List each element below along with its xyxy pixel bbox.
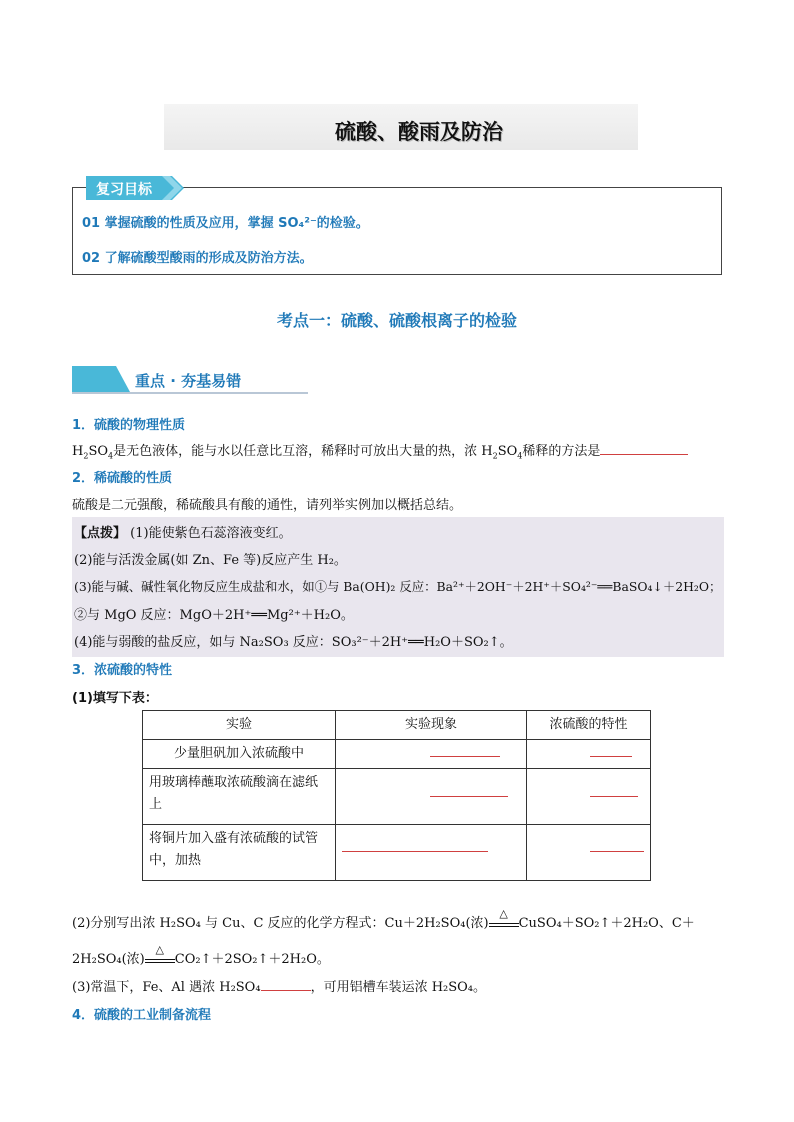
table-cell: 少量胆矾加入浓硫酸中 bbox=[143, 740, 336, 769]
goals-tab-label: 复习目标 bbox=[96, 182, 152, 198]
equation-line-1: (2)分别写出浓 H₂SO₄ 与 Cu、C 反应的化学方程式：Cu＋2H₂SO₄(浓) △ CuSO₄＋SO₂↑＋2H₂O、C＋ bbox=[72, 907, 695, 931]
physical-properties-text: $H_2SO_4$是无色液体，能与水以任意比互溶，稀释时可放出大量的热，浓 $H_2SO_4$稀释的方法是 bbox=[72, 440, 688, 459]
dilute-acid-text: 硫酸是二元强酸，稀硫酸具有酸的通性，请列举实例加以概括总结。 bbox=[72, 498, 463, 513]
answer-underline bbox=[590, 851, 644, 852]
answer-cell[interactable] bbox=[527, 825, 651, 881]
table-row bbox=[143, 740, 651, 769]
tip-line-3: (3)能与碱、碱性氧化物反应生成盐和水，如①与 Ba(OH)₂ 反应：Ba²⁺＋2OH⁻＋2H⁺＋SO₄²⁻══BaSO₄↓＋2H₂O； bbox=[74, 579, 722, 594]
answer-cell[interactable] bbox=[527, 740, 651, 769]
answer-underline bbox=[590, 796, 638, 797]
table-row bbox=[143, 769, 651, 825]
answer-underline bbox=[342, 851, 488, 852]
answer-underline bbox=[430, 796, 508, 797]
tip-line-2: (2)能与活泼金属(如 Zn、Fe 等)反应产生 H₂。 bbox=[74, 553, 347, 568]
table-cell: 用玻璃棒蘸取浓硫酸滴在滤纸上 bbox=[143, 769, 336, 825]
table-header: 实验现象 bbox=[336, 711, 527, 740]
tip-line-5: (4)能与弱酸的盐反应，如与 Na₂SO₃ 反应：SO₃²⁻＋2H⁺══H₂O＋SO₂↑。 bbox=[74, 635, 513, 650]
goal-item-2: 02 了解硫酸型酸雨的形成及防治方法。 bbox=[82, 251, 313, 266]
answer-underline bbox=[590, 756, 632, 757]
answer-cell[interactable] bbox=[336, 825, 527, 881]
heat-equals-sign: △ bbox=[489, 921, 519, 927]
table-header-row bbox=[143, 711, 651, 740]
section-title: 考点一：硫酸、硫酸根离子的检验 bbox=[276, 311, 517, 330]
experiment-table bbox=[142, 710, 651, 881]
fill-table-label: (1)填写下表： bbox=[72, 691, 158, 706]
answer-blank[interactable] bbox=[261, 978, 311, 991]
heading-physical-properties: 1．硫酸的物理性质 bbox=[72, 418, 186, 433]
heading-conc-acid: 3．浓硫酸的特性 bbox=[72, 663, 173, 678]
answer-underline bbox=[430, 756, 500, 757]
page-title: 硫酸、酸雨及防治 bbox=[335, 120, 503, 144]
goal-item-1: 01 掌握硫酸的性质及应用，掌握 SO₄²⁻的检验。 bbox=[82, 216, 369, 231]
heading-industrial-process: 4．硫酸的工业制备流程 bbox=[72, 1008, 212, 1023]
table-row bbox=[143, 825, 651, 881]
passivation-text: (3)常温下，Fe、Al 遇浓 H₂SO₄ ，可用铝槽车装运浓 H₂SO₄。 bbox=[72, 980, 487, 995]
answer-cell[interactable] bbox=[336, 740, 527, 769]
equation-line-2: 2H₂SO₄(浓) △ CO₂↑＋2SO₂↑＋2H₂O。 bbox=[72, 943, 330, 967]
tip-line-4: ②与 MgO 反应：MgO＋2H⁺══Mg²⁺＋H₂O。 bbox=[74, 608, 354, 623]
table-header: 实验 bbox=[143, 711, 336, 740]
key-banner-label: 重点 · 夯基易错 bbox=[135, 372, 242, 390]
answer-blank[interactable] bbox=[600, 442, 688, 455]
table-cell: 将铜片加入盛有浓硫酸的试管中，加热 bbox=[143, 825, 336, 881]
tip-line-1: 【点拨】 (1)能使紫色石蕊溶液变红。 bbox=[74, 526, 292, 541]
tip-tag: 【点拨】 bbox=[74, 526, 127, 541]
heading-dilute-acid: 2．稀硫酸的性质 bbox=[72, 471, 173, 486]
heat-equals-sign: △ bbox=[145, 957, 175, 963]
table-header: 浓硫酸的特性 bbox=[527, 711, 651, 740]
